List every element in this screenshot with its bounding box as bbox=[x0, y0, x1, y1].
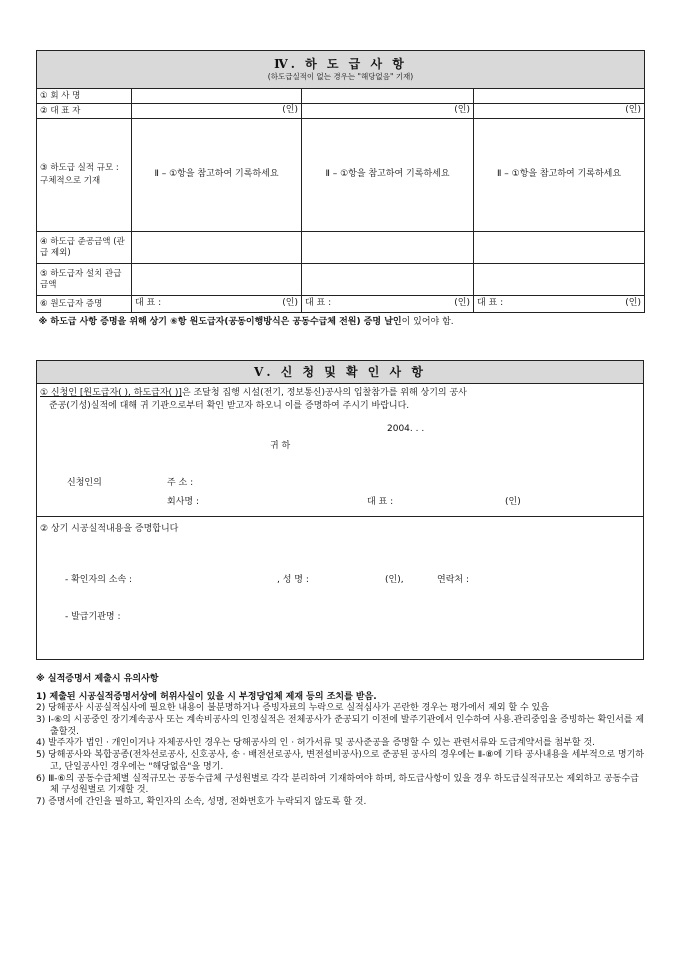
install-cell-3[interactable] bbox=[474, 264, 645, 296]
row-label-rep: ② 대 표 자 bbox=[37, 104, 132, 119]
row-label-company: ① 회 사 명 bbox=[37, 89, 132, 104]
applicant-label: 신청인의 bbox=[67, 478, 102, 488]
rep-seal-1: (인) bbox=[132, 104, 302, 119]
subcontract-header bbox=[37, 51, 645, 89]
proof-rep-label-1: 대 표 : bbox=[135, 298, 162, 309]
warning-suffix: 이 있어야 함. bbox=[401, 317, 454, 328]
issuer-label: - 발급기관명 : bbox=[65, 612, 121, 622]
install-cell-1[interactable] bbox=[132, 264, 302, 296]
request-applicant-type: ① 신청인 [원도급자( ), 하도급자( )] bbox=[40, 388, 182, 398]
subcontract-title: Ⅳ. 하 도 급 사 항 bbox=[274, 57, 407, 72]
proof-cell-1[interactable] bbox=[132, 296, 302, 313]
company-cell-3[interactable] bbox=[474, 89, 645, 104]
application-header bbox=[37, 361, 643, 384]
company-label: 회사명 : bbox=[167, 497, 199, 507]
rep-seal: (인) bbox=[505, 497, 521, 507]
install-cell-2[interactable] bbox=[302, 264, 474, 296]
note-1: 1) 제출된 시공실적증명서상에 허위사실이 있을 시 부정당업체 제재 등의 조치를 받음. bbox=[36, 691, 377, 702]
proof-seal-3: (인) bbox=[625, 298, 642, 309]
scale-note-2: Ⅱ – ①항을 참고하여 기록하세요 bbox=[302, 119, 474, 232]
amount-cell-2[interactable] bbox=[302, 232, 474, 264]
application-title: Ⅴ. 신 청 및 확 인 사 항 bbox=[254, 365, 426, 379]
confirmer-phone-label: 연락처 : bbox=[437, 575, 469, 585]
application-request bbox=[37, 384, 643, 517]
proof-seal-1: (인) bbox=[282, 298, 298, 309]
confirmer-org-label: - 확인자의 소속 : bbox=[65, 575, 133, 585]
note-7: 7) 증명서에 간인을 필하고, 확인자의 소속, 성명, 전화번호가 누락되지 않도록 할 것. bbox=[36, 796, 367, 807]
confirm-statement: ② 상기 시공실적내용을 증명합니다 bbox=[40, 524, 179, 534]
request-line2: 준공(기성)실적에 대해 귀 기관으로부터 확인 받고자 하오니 이를 증명하여 주시기 바랍니다. bbox=[49, 401, 410, 412]
amount-cell-1[interactable] bbox=[132, 232, 302, 264]
note-4: 4) 발주자가 법인 · 개인이거나 자체공사인 경우는 당해공사의 인 · 허가서류 및 공사준공을 증명할 수 있는 관련서류와 도급계약서를 첨부할 것. bbox=[36, 738, 596, 749]
row-label-amount: ④ 하도급 준공금액 (관급 제외) bbox=[37, 232, 132, 264]
confirmer-seal: (인), bbox=[385, 575, 404, 585]
scale-note-1: Ⅱ – ①항을 참고하여 기록하세요 bbox=[132, 119, 302, 232]
proof-cell-3[interactable] bbox=[474, 296, 645, 313]
row-label-install: ⑤ 하도급자 설치 관급 금액 bbox=[37, 264, 132, 296]
address-label: 주 소 : bbox=[167, 478, 194, 488]
request-line1: 은 조달청 집행 시설(전기, 정보통신)공사의 입찰참가를 위해 상기의 공사 bbox=[181, 388, 467, 398]
amount-cell-3[interactable] bbox=[474, 232, 645, 264]
notes-title: ※ 실적증명서 제출시 유의사항 bbox=[36, 674, 159, 684]
row-label-scale: ③ 하도급 실적 규모 : 구체적으로 기재 bbox=[37, 119, 132, 232]
proof-rep-label-2: 대 표 : bbox=[305, 298, 332, 309]
note-2: 2) 당해공사 시공실적심사에 필요한 내용이 불분명하거나 증빙자료의 누락으로 실적심사가 곤란한 경우는 평가에서 제외 할 수 있음 bbox=[36, 703, 549, 714]
row-label-proof: ⑥ 원도급자 증명 bbox=[37, 296, 132, 313]
warning-bold: 상기 ⑥항 원도급자(공동이행방식은 공동수급체 전원) 증명 날인 bbox=[149, 317, 402, 328]
subcontract-subtitle: (하도급실적이 없는 경우는 "해당없음" 기재) bbox=[267, 72, 414, 82]
warning-prefix: ※ 하도급 사항 증명을 위해 bbox=[38, 317, 147, 328]
subcontract-table bbox=[36, 50, 645, 333]
note-5: 5) 당해공사와 복합공종(전차선로공사, 신호공사, 송 · 배전선로공사, 변전설비공사)으로 준공된 공사의 경우에는 Ⅱ-⑧에 기타 공사내용을 세부적으로 명기하고, 단일공사인 경우에는 "해당없음"을 명기. bbox=[36, 750, 645, 772]
rep-label: 대 표 : bbox=[367, 497, 394, 507]
rep-seal-2: (인) bbox=[302, 104, 474, 119]
request-paragraph bbox=[37, 384, 643, 400]
note-6: 6) Ⅲ-⑥의 공동수급체별 실적규모는 공동수급체 구성원별로 각각 분리하여 기재하여야 하며, 하도급사항이 있을 경우 하도급실적규모는 제외하고 공동수급체 구성원별로 기재할 것. bbox=[36, 773, 639, 796]
company-cell-1[interactable] bbox=[132, 89, 302, 104]
confirmer-name-label: , 성 명 : bbox=[277, 575, 309, 585]
request-to: 귀 하 bbox=[270, 441, 291, 451]
note-3: 3) Ⅰ-⑥의 시공중인 장기계속공사 또는 계속비공사의 인정실적은 전체공사가 준공되기 이전에 발주기관에서 인수하여 사용.관리중임을 증빙하는 확인서를 제출할것. bbox=[36, 715, 645, 737]
subcontract-warning bbox=[37, 313, 645, 333]
proof-cell-2[interactable] bbox=[302, 296, 474, 313]
scale-note-3: Ⅱ – ①항을 참고하여 기록하세요 bbox=[474, 119, 645, 232]
rep-seal-3: (인) bbox=[474, 104, 645, 119]
company-cell-2[interactable] bbox=[302, 89, 474, 104]
request-date[interactable]: 2004. . . bbox=[387, 424, 425, 434]
notes-section bbox=[36, 674, 646, 809]
application-confirm bbox=[37, 517, 643, 657]
proof-seal-2: (인) bbox=[454, 298, 470, 309]
proof-rep-label-3: 대 표 : bbox=[477, 298, 504, 309]
application-box bbox=[36, 360, 644, 660]
